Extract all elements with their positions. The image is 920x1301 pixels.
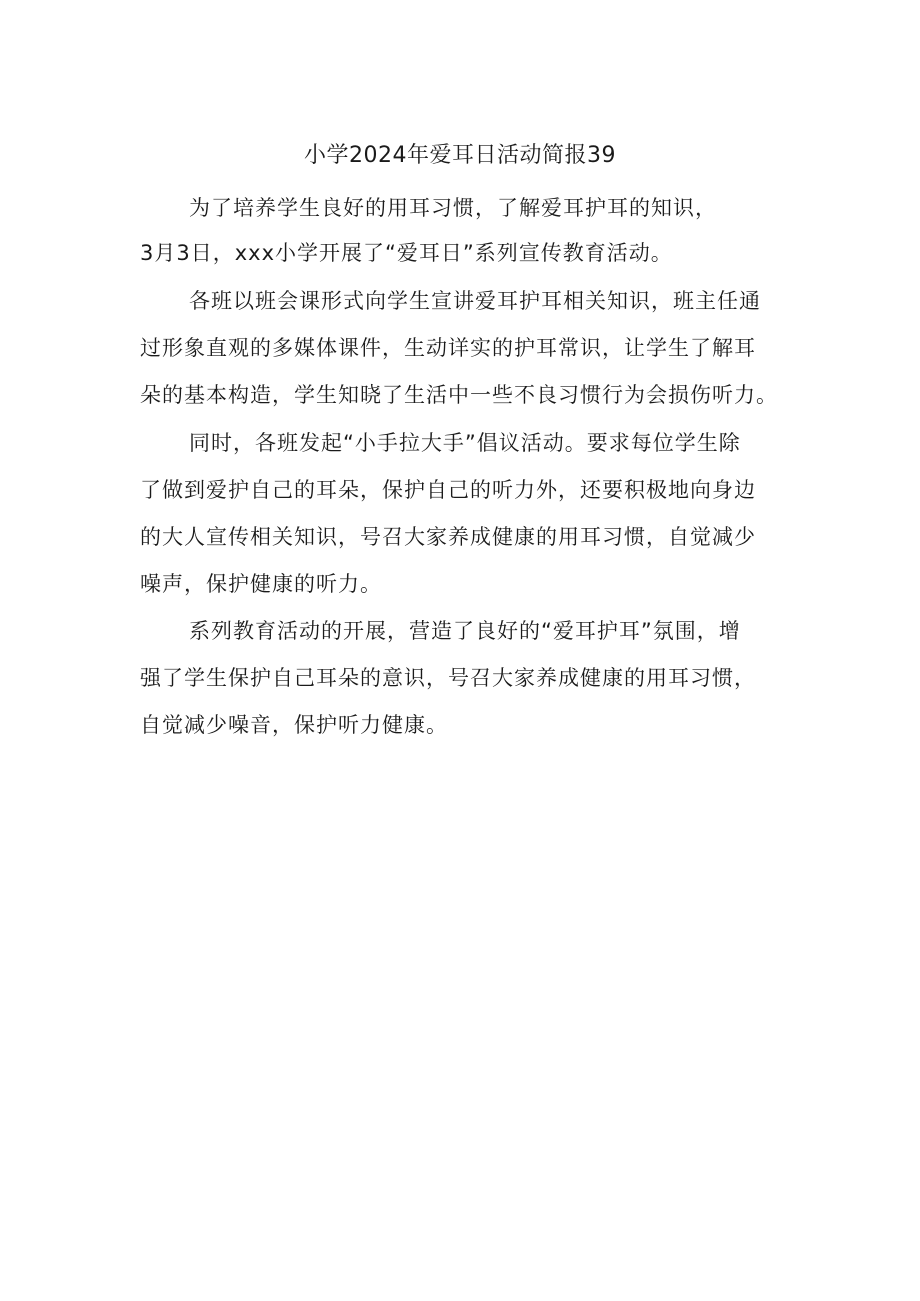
paragraph-2-line-3: 朵的基本构造，学生知晓了生活中一些不良习惯行为会损伤听力。 bbox=[140, 383, 778, 407]
paragraph-2-line-1: 各班以班会课形式向学生宣讲爱耳护耳相关知识，班主任通 bbox=[189, 289, 761, 313]
paragraph-4-line-1: 系列教育活动的开展，营造了良好的“爱耳护耳”氛围，增 bbox=[189, 619, 741, 643]
paragraph-2-line-2: 过形象直观的多媒体课件，生动详实的护耳常识，让学生了解耳 bbox=[140, 336, 756, 360]
paragraph-4-line-3: 自觉减少噪音，保护听力健康。 bbox=[140, 713, 448, 737]
paragraph-3-line-4: 噪声，保护健康的听力。 bbox=[140, 572, 382, 596]
paragraph-3-line-3: 的大人宣传相关知识，号召大家养成健康的用耳习惯，自觉减少 bbox=[140, 525, 756, 549]
paragraph-3-line-2: 了做到爱护自己的耳朵，保护自己的听力外，还要积极地向身边 bbox=[140, 478, 756, 502]
paragraph-4-line-2: 强了学生保护自己耳朵的意识，号召大家养成健康的用耳习惯， bbox=[140, 666, 756, 690]
paragraph-3-line-1: 同时，各班发起“小手拉大手”倡议活动。要求每位学生除 bbox=[189, 431, 741, 455]
paragraph-1-line-2: 3月3日，xxx小学开展了“爱耳日”系列宣传教育活动。 bbox=[140, 241, 673, 265]
paragraph-1-line-1: 为了培养学生良好的用耳习惯，了解爱耳护耳的知识， bbox=[189, 196, 717, 220]
document-title: 小学2024年爱耳日活动简报39 bbox=[304, 143, 616, 168]
